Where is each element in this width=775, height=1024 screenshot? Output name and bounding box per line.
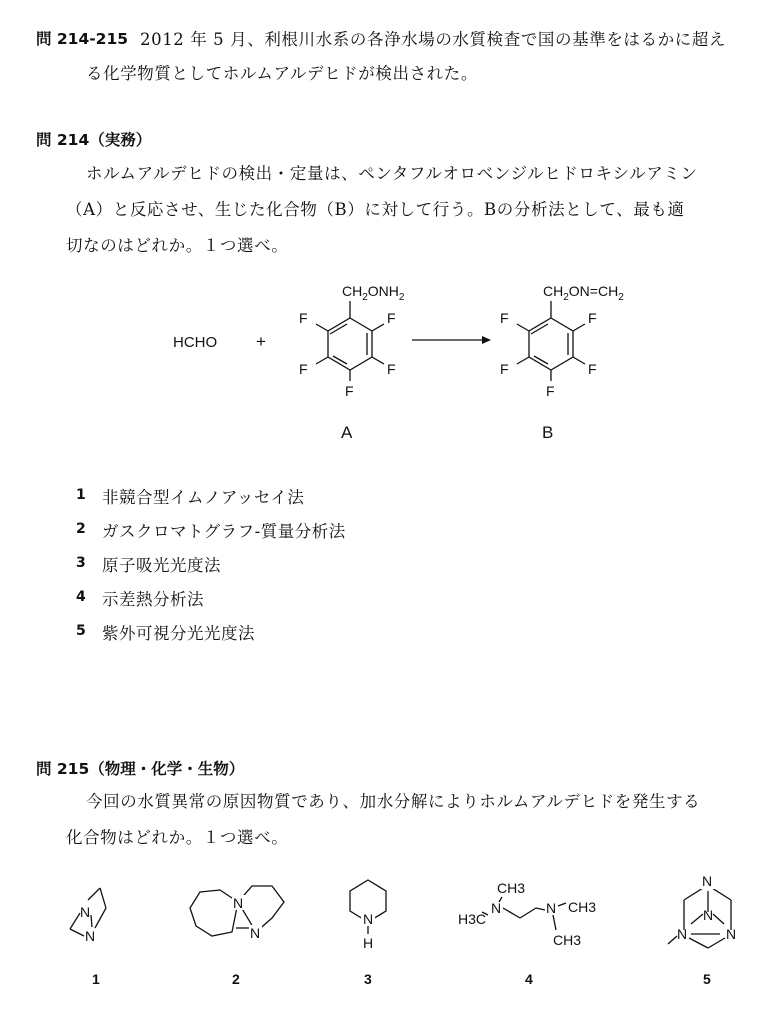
intro-line-1: 2012 年 5 月、利根川水系の各浄水場の水質検査で国の基準をはるかに超え — [140, 30, 727, 49]
fluorine-label: F — [500, 310, 509, 326]
nitrogen-label: N — [233, 895, 244, 911]
option-number: 4 — [76, 589, 86, 605]
fluorine-label: F — [299, 361, 308, 377]
option-text: 示差熱分析法 — [102, 590, 204, 609]
methyl-label: CH3 — [568, 899, 597, 915]
q215-header: 問 215（物理・化学・生物） — [36, 760, 245, 778]
q215-line-1: 今回の水質異常の原因物質であり、加水分解によりホルムアルデヒドを発生する — [86, 792, 701, 811]
plus-sign: + — [256, 332, 266, 351]
nitrogen-label: N — [250, 925, 261, 941]
option-text: ガスクロマトグラフ-質量分析法 — [102, 522, 346, 541]
option-number: 5 — [76, 623, 86, 639]
hcho-formula: HCHO — [173, 334, 218, 351]
q215-line-2: 化合物はどれか。１つ選べ。 — [66, 828, 289, 847]
option-number: 3 — [76, 555, 86, 571]
compound-b-substituent: $CH_2ON=CH_2$ — [543, 283, 624, 303]
q214-line-1: ホルムアルデヒドの検出・定量は、ペンタフルオロベンジルヒドロキシルアミン — [86, 164, 698, 183]
nitrogen-label: N — [703, 907, 714, 923]
option-number: 1 — [76, 487, 86, 503]
hydrogen-label: H — [363, 935, 374, 951]
structure-number: 5 — [703, 971, 711, 987]
nitrogen-label: N — [677, 926, 688, 942]
fluorine-label: F — [500, 361, 509, 377]
fluorine-label: F — [546, 383, 555, 399]
option-number: 2 — [76, 521, 86, 537]
option-text: 非競合型イムノアッセイ法 — [102, 488, 305, 507]
structure-number: 1 — [92, 971, 100, 987]
intro-line-2: る化学物質としてホルムアルデヒドが検出された。 — [86, 64, 478, 83]
structure-5-hexamine — [668, 873, 736, 948]
structure-3-piperidine — [350, 880, 386, 951]
methyl-label: CH3 — [553, 932, 582, 948]
methyl-label: CH3 — [497, 880, 526, 896]
structure-1-dabco — [70, 888, 106, 944]
fluorine-label: F — [387, 310, 396, 326]
nitrogen-label: N — [85, 928, 96, 944]
label-a: A — [341, 423, 353, 442]
fluorine-label: F — [588, 310, 597, 326]
option-text: 紫外可視分光光度法 — [102, 624, 255, 643]
structure-2-dbu — [190, 886, 284, 941]
nitrogen-label: N — [702, 873, 713, 889]
nitrogen-label: N — [80, 904, 91, 920]
structure-number: 2 — [232, 971, 240, 987]
structure-number: 4 — [525, 971, 533, 987]
intro-question-label: 問 214-215 — [36, 30, 129, 48]
structure-number: 3 — [364, 971, 372, 987]
q214-line-2: （A）と反応させ、生じた化合物（B）に対して行う。Bの分析法として、最も適 — [66, 200, 685, 219]
nitrogen-label: N — [546, 900, 557, 916]
option-text: 原子吸光光度法 — [102, 556, 221, 575]
fluorine-label: F — [387, 361, 396, 377]
structure-4-tmeda — [458, 880, 596, 948]
nitrogen-label: N — [726, 926, 737, 942]
q214-header: 問 214（実務） — [36, 131, 152, 149]
fluorine-label: F — [345, 383, 354, 399]
nitrogen-label: N — [491, 900, 502, 916]
methyl-label: H3C — [458, 911, 487, 927]
label-b: B — [542, 423, 554, 442]
nitrogen-label: N — [363, 911, 374, 927]
fluorine-label: F — [588, 361, 597, 377]
fluorine-label: F — [299, 310, 308, 326]
q214-line-3: 切なのはどれか。１つ選べ。 — [66, 236, 289, 255]
compound-a-substituent: $CH_2ONH_2$ — [342, 283, 405, 303]
